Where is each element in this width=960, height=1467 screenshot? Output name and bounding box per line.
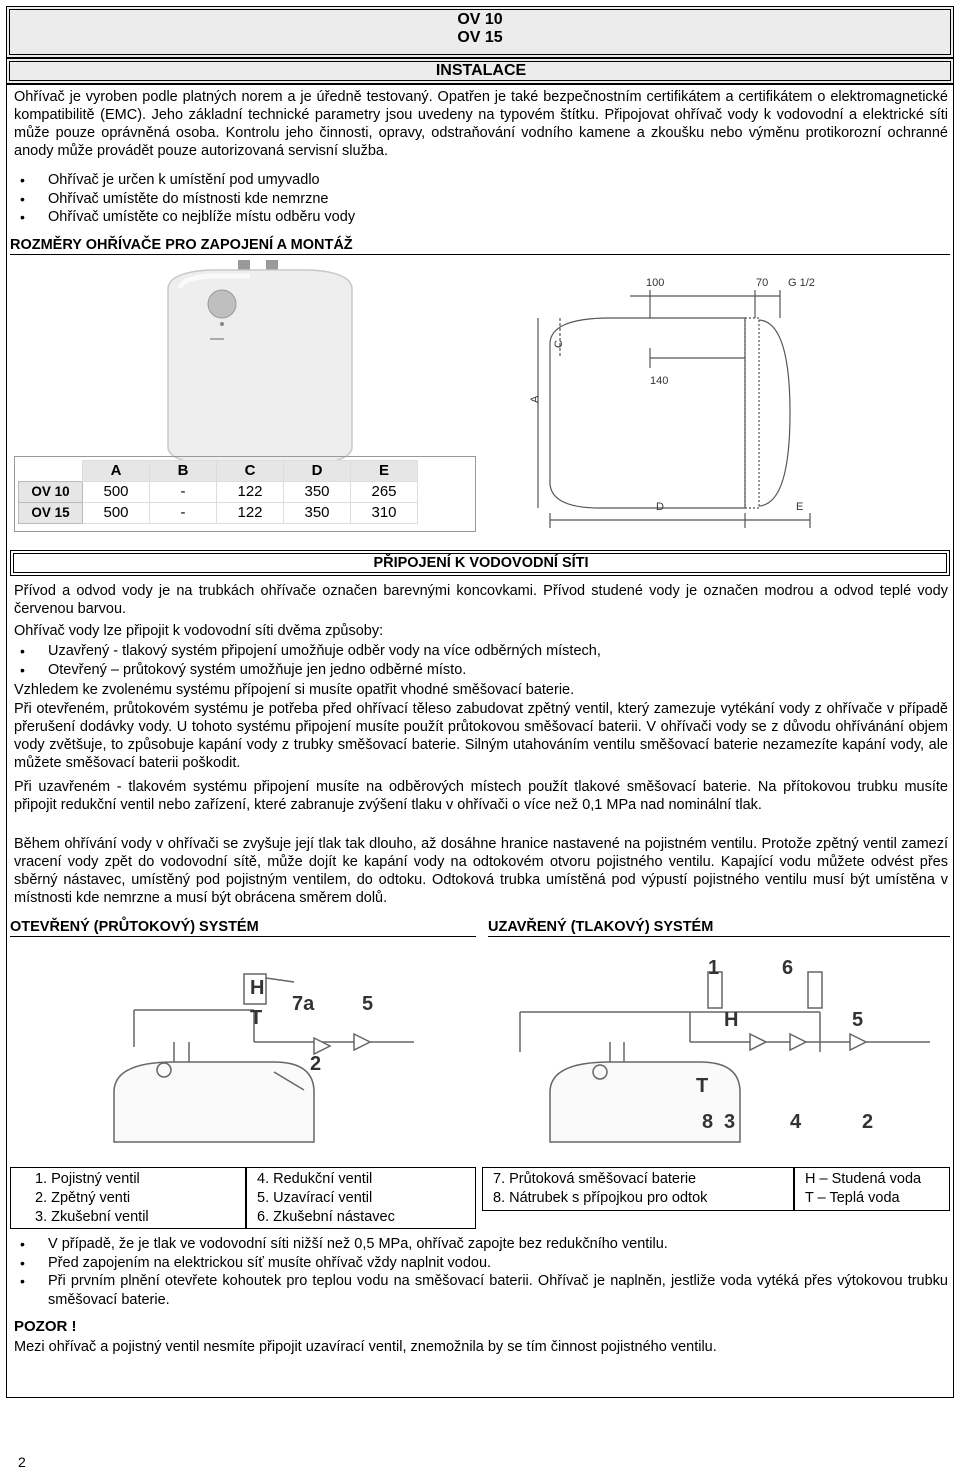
open-label-7a: 7a — [292, 993, 315, 1015]
legend-item: 8. Nátrubek s přípojkou pro odtok — [493, 1190, 708, 1206]
legend-column-4 — [794, 1167, 950, 1211]
table-header-row — [19, 461, 418, 482]
list-item: • Ohřívač je určen k umístění pod umyvadlo — [14, 171, 948, 190]
dim-label-g12: G 1/2 — [788, 277, 815, 289]
legend-item: T – Teplá voda — [805, 1190, 900, 1206]
legend-item: 1. Pojistný ventil — [35, 1171, 140, 1187]
section-title-box — [6, 58, 954, 84]
connection-heading: PŘIPOJENÍ K VODOVODNÍ SÍTI — [373, 555, 589, 571]
open-label-h: H — [250, 977, 265, 999]
row-header: OV 15 — [19, 503, 83, 524]
model-ov10: OV 10 — [457, 11, 503, 28]
legend-item: 2. Zpětný venti — [35, 1190, 131, 1206]
closed-system-diagram — [490, 942, 950, 1162]
connection-paragraph: Ohřívač vody lze připojit k vodovodní síti dvěma způsoby: — [14, 623, 384, 639]
dim-label-70: 70 — [756, 277, 769, 289]
table-cell: 500 — [83, 482, 150, 503]
legend-item: 3. Zkušební ventil — [35, 1209, 149, 1225]
table-cell: - — [150, 482, 217, 503]
open-label-t: T — [250, 1007, 263, 1029]
closed-label-5: 5 — [852, 1009, 864, 1031]
legend-item: H – Studená voda — [805, 1171, 922, 1187]
dim-label-c: C — [553, 340, 565, 348]
dim-label-140: 140 — [650, 375, 669, 387]
dim-label-d: D — [656, 501, 664, 513]
system-types-list — [14, 642, 948, 679]
dimensions-table — [18, 460, 418, 524]
table-cell: 350 — [284, 503, 351, 524]
warning-text: Mezi ohřívač a pojistný ventil nesmíte připojit uzavírací ventil, znemožnila by se tím činnost pojistného ventilu. — [14, 1339, 717, 1355]
table-cell: 122 — [217, 503, 284, 524]
closed-label-3: 3 — [724, 1111, 736, 1133]
list-item: • Před zapojením na elektrickou síť musíte ohřívač vždy naplnit vodou. — [14, 1254, 948, 1273]
legend-column-2 — [246, 1167, 476, 1229]
heater-photo — [168, 260, 352, 464]
table-row — [19, 482, 418, 503]
closed-label-h: H — [724, 1009, 739, 1031]
open-label-5: 5 — [362, 993, 374, 1015]
list-item: • V případě, že je tlak ve vodovodní síti nižší než 0,5 MPa, ohřívač zapojte bez redukčního ventilu. — [14, 1235, 948, 1254]
warning-title: POZOR ! — [14, 1318, 77, 1335]
connection-paragraph: Přívod a odvod vody je na trubkách ohřívače označen barevnými koncovkami. Přívod studené vody je označen modrou a odvod teplé vody červenou barvou. — [14, 583, 948, 617]
dimensions-heading: ROZMĚRY OHŘÍVAČE PRO ZAPOJENÍ A MONTÁŽ — [10, 236, 950, 255]
open-label-2: 2 — [310, 1053, 322, 1075]
notes-list — [14, 1235, 948, 1309]
legend-item: 7. Průtoková směšovací baterie — [493, 1171, 697, 1187]
intro-paragraph: Ohřívač je vyroben podle platných norem a je úředně testovaný. Opatřen je také bezpečnostním certifikátem a certifikátem o elektromagnetické kompatibilitě (EMC). Jeho základní technické parametry jsou uvedeny na typovém štítku. Připojovat ohřívač vody k vodovodní a elektrické síti může pouze oprávněná osoba. Kontrolu jeho činnosti, opravy, odstraňování vodního kamene a zkoušku nebo výměnu protikorozní ochranné anody může provádět pouze autorizovaná servisní služba. — [14, 89, 948, 159]
connection-paragraph: Vzhledem ke zvolenému systému přípojení si musíte opatřit vhodné směšovací baterie. — [14, 682, 575, 698]
closed-label-1: 1 — [708, 957, 720, 979]
column-header: C — [217, 461, 284, 482]
table-cell: 500 — [83, 503, 150, 524]
table-row — [19, 503, 418, 524]
legend-column-3 — [482, 1167, 794, 1211]
column-header: D — [284, 461, 351, 482]
open-system-diagram — [14, 942, 476, 1162]
heating-paragraph: Během ohřívání vody v ohřívači se zvyšuje její tlak tak dlouho, až dosáhne hranice nastavené na pojistném ventilu. Protože zpětný ventil zamezí vracení vody zpět do vodovodní sítě, může dojít ke kapání vody na odtokovém otvoru pojistného ventilu. Kapající vodu můžete odvést přes sběrný nástavec, umístěný pod pojistným ventilem, do odtoku. Odtoková trubka umístěná pod výpustí pojistného ventilu musí být umístěna v místnosti kde nemrzne a musí být obrácena směrem dolů. — [14, 836, 948, 906]
table-cell: 122 — [217, 482, 284, 503]
table-cell: 265 — [351, 482, 418, 503]
placement-list — [14, 171, 948, 227]
legend-item: 4. Redukční ventil — [257, 1171, 373, 1187]
list-item: • Otevřený – průtokový systém umožňuje jen jedno odběrné místo. — [14, 661, 948, 680]
dim-label-e: E — [796, 501, 804, 513]
closed-label-8: 8 — [702, 1111, 714, 1133]
closed-system-heading: UZAVŘENÝ (TLAKOVÝ) SYSTÉM — [488, 918, 950, 937]
connection-heading-box — [10, 550, 950, 576]
page-number: 2 — [18, 1454, 26, 1467]
closed-label-t: T — [696, 1075, 709, 1097]
legend-item: 5. Uzavírací ventil — [257, 1190, 373, 1206]
section-title: INSTALACE — [435, 62, 527, 79]
list-item: • Ohřívač umístěte co nejblíže místu odběru vody — [14, 208, 948, 227]
model-ov15: OV 15 — [457, 29, 503, 46]
list-item: • Při prvním plnění otevřete kohoutek pro teplou vodu na směšovací baterii. Ohřívač je naplněn, jestliže voda vytéká přes výtokovou trubku směšovací baterie. — [14, 1272, 948, 1309]
table-cell: 310 — [351, 503, 418, 524]
legend-column-1 — [10, 1167, 246, 1229]
legend-item: 6. Zkušební nástavec — [257, 1209, 395, 1225]
closed-label-6: 6 — [782, 957, 794, 979]
open-system-paragraph: Při otevřeném, průtokovém systému je potřeba před ohřívací těleso zabudovat zpětný ventil, který zamezuje vytékání vody z ohřívače v případě přerušení dodávky vody. U tohoto systému připojení musíte použít průtokovou směšovací baterii. V ohřívači vody se z důvodu ohřívánání objem vody zvětšuje, to způsobuje kapání vody z trubky směšovací baterie. Silným utahováním ventilu směšovací baterie nezamezíte kapání vody, ale můžete směšovací baterii poškodit. — [14, 701, 948, 771]
closed-system-paragraph: Při uzavřeném - tlakovém systému připojení musíte na odběrových místech použít tlakové směšovací baterie. Na přítokovou trubku musíte připojit redukční ventil nebo zařízení, které zabranuje zvýšení tlaku v ohřívači o více než 0,1 MPa nad nominální tlak. — [14, 779, 948, 813]
dim-label-a: A — [529, 395, 541, 403]
closed-label-2: 2 — [862, 1111, 874, 1133]
list-item: • Uzavřený - tlakový systém připojení umožňuje odběr vody na více odběrných místech, — [14, 642, 948, 661]
dim-label-100: 100 — [646, 277, 665, 289]
table-cell: - — [150, 503, 217, 524]
column-header: E — [351, 461, 418, 482]
open-system-heading: OTEVŘENÝ (PRŮTOKOVÝ) SYSTÉM — [10, 918, 476, 937]
row-header: OV 10 — [19, 482, 83, 503]
column-header: B — [150, 461, 217, 482]
table-cell: 350 — [284, 482, 351, 503]
list-item: • Ohřívač umístěte do místnosti kde nemrzne — [14, 190, 948, 209]
technical-drawing — [538, 290, 810, 528]
column-header: A — [83, 461, 150, 482]
closed-label-4: 4 — [790, 1111, 802, 1133]
